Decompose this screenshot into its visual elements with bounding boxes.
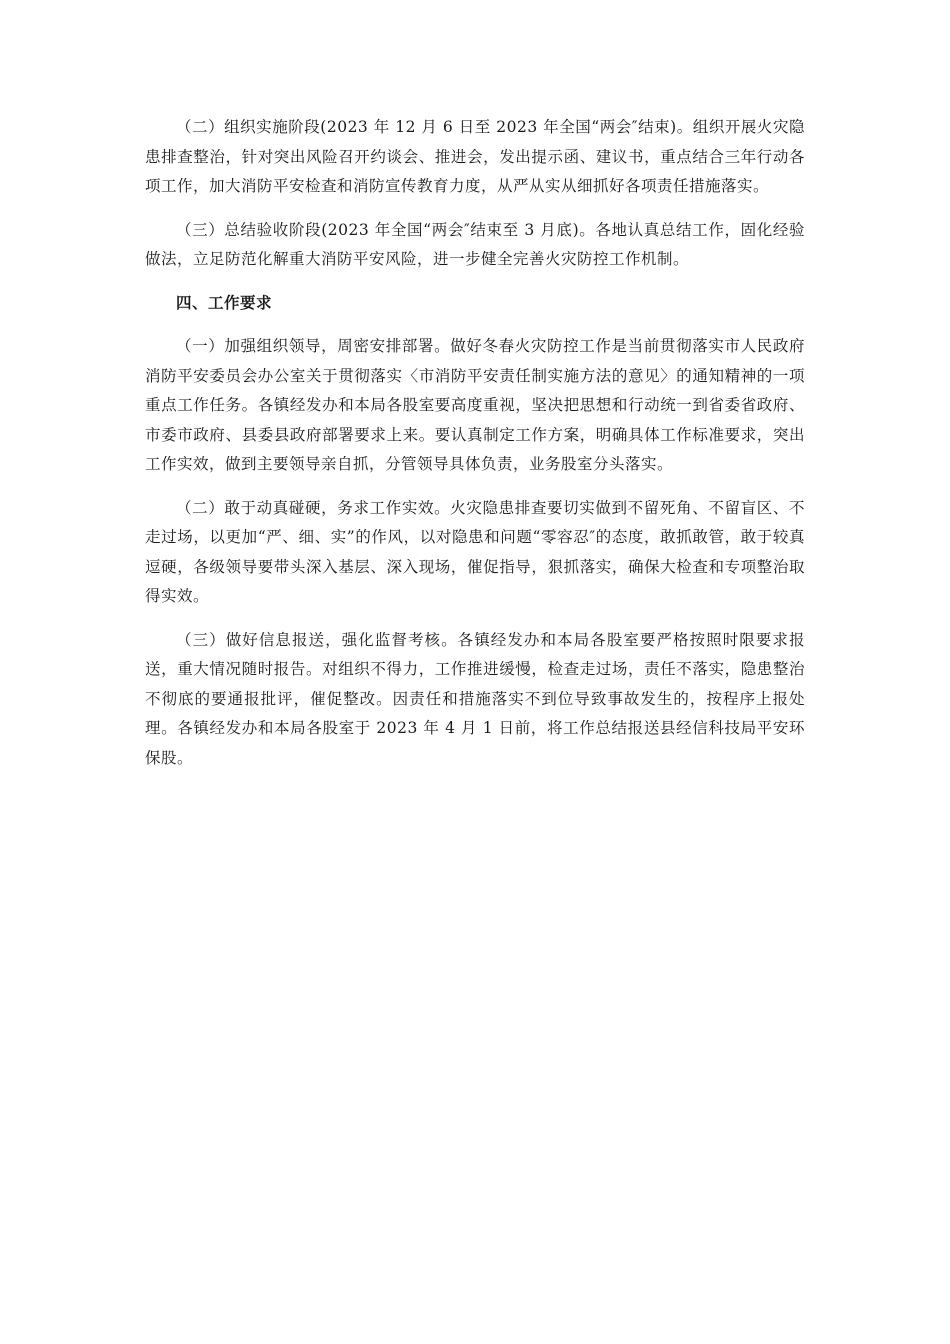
document-body [145,113,805,787]
paragraph-requirement-one: （一）加强组织领导，周密安排部署。做好冬春火灾防控工作是当前贯彻落实市人民政府消防平安委员会办公室关于贯彻落实〈市消防平安责任制实施方法的意见〉的通知精神的一项重点工作任务。各镇经发办和本局各股室要高度重视，坚决把思想和行动统一到省委省政府、市委市政府、县委县政府部署要求上来。要认真制定工作方案，明确具体工作标准要求，突出工作实效，做到主要领导亲自抓，分管领导具体负责，业务股室分头落实。 [145,337,805,473]
paragraph-requirement-three: （三）做好信息报送，强化监督考核。各镇经发办和本局各股室要严格按照时限要求报送，重大情况随时报告。对组织不得力，工作推进缓慢，检查走过场，责任不落实，隐患整治不彻底的要通报批评，催促整改。因责任和措施落实不到位导致事故发生的，按程序上报处理。各镇经发办和本局各股室于 2023 年 4 月 1 日前，将工作总结报送县经信科技局平安环保股。 [145,630,805,767]
section-heading-work-requirements: 四、工作要求 [176,293,273,312]
paragraph-stage-two: （二）组织实施阶段(2023 年 12 月 6 日至 2023 年全国“两会″结束)。组织开展火灾隐患排查整治，针对突出风险召开约谈会、推进会，发出提示函、建议书，重点结合三年行动各项工作，加大消防平安检查和消防宣传教育力度，从严从实从细抓好各项责任措施落实。 [145,118,805,195]
paragraph-stage-three: （三）总结验收阶段(2023 年全国“两会″结束至 3 月底)。各地认真总结工作，固化经验做法，立足防范化解重大消防平安风险，进一步健全完善火灾防控工作机制。 [145,220,805,268]
paragraph-requirement-two: （二）敢于动真碰硬，务求工作实效。火灾隐患排查要切实做到不留死角、不留盲区、不走过场，以更加“严、细、实”的作风，以对隐患和问题“零容忍″的态度，敢抓敢管，敢于较真逗硬，各级领导要带头深入基层、深入现场，催促指导，狠抓落实，确保大检查和专项整治取得实效。 [145,498,805,605]
